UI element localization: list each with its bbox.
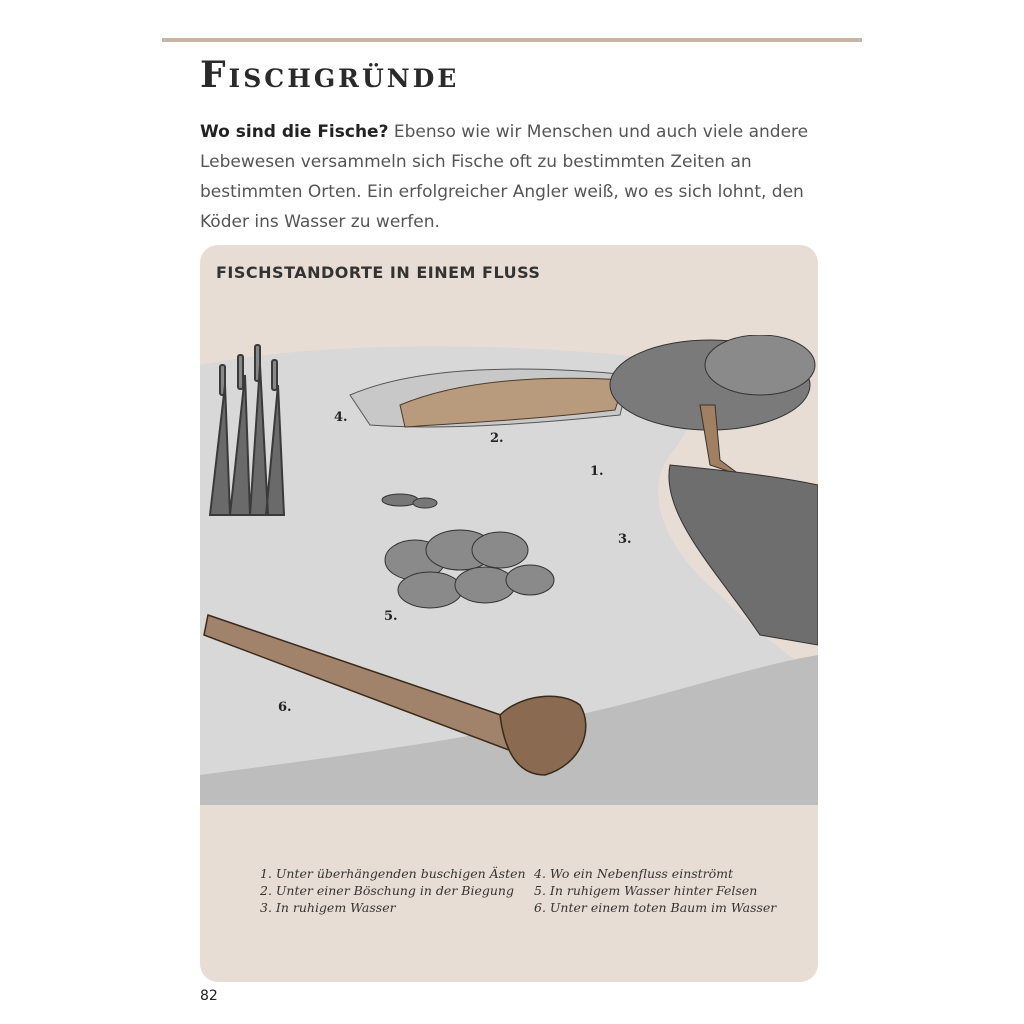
page-number: 82 <box>200 988 218 1004</box>
river-illustration <box>200 335 818 805</box>
legend-item: 2. Unter einer Böschung in der Biegung <box>260 883 514 898</box>
legend-right <box>534 865 776 916</box>
intro-text: Ebenso wie wir Menschen und auch viele andere Lebewesen versammeln sich Fische oft zu bestimmten Zeiten an bestimmten Orten. Ein erfolgreicher Angler weiß, wo es sich lohnt, den Köder ins Wasser zu werfen. <box>200 122 809 232</box>
intro-paragraph <box>200 117 840 237</box>
figure-panel <box>200 245 818 982</box>
marker-4: 4. <box>334 410 348 425</box>
marker-2: 2. <box>490 431 504 446</box>
legend-item: 6. Unter einem toten Baum im Wasser <box>534 900 777 915</box>
small-stone <box>413 498 437 508</box>
marker-1: 1. <box>590 464 604 479</box>
top-divider <box>162 38 862 42</box>
marker-6: 6. <box>278 700 292 715</box>
intro-lead: Wo sind die Fische? <box>200 122 389 142</box>
legend-item: 4. Wo ein Nebenfluss einströmt <box>534 866 734 881</box>
small-stone <box>382 494 418 506</box>
marker-3: 3. <box>618 532 632 547</box>
legend-left <box>260 865 526 916</box>
figure-title: FISCHSTANDORTE IN EINEM FLUSS <box>216 263 541 282</box>
legend-item: 1. Unter überhängenden buschigen Ästen <box>260 866 526 881</box>
legend-item: 5. In ruhigem Wasser hinter Felsen <box>534 883 758 898</box>
page-title: Fischgründe <box>200 54 460 96</box>
legend-item: 3. In ruhigem Wasser <box>260 900 396 915</box>
marker-5: 5. <box>384 609 398 624</box>
